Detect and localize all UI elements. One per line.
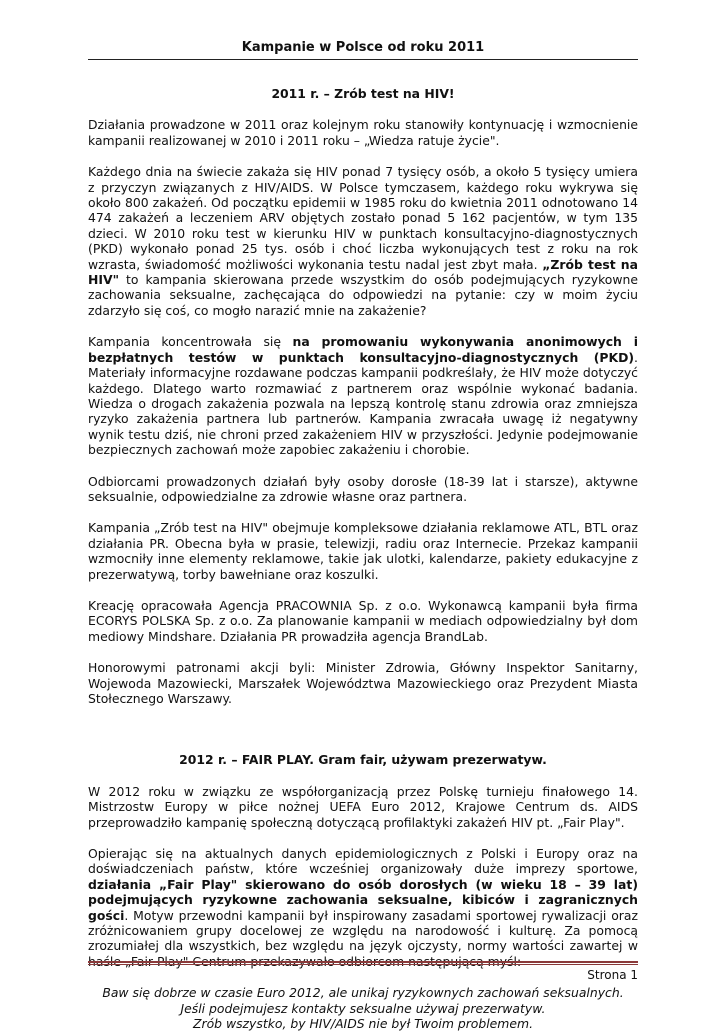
page-number: Strona 1 [587, 968, 638, 982]
quote-line: Jeśli podejmujesz kontakty seksualne używaj prezerwatyw. [180, 1000, 546, 1016]
document-body [88, 86, 638, 1032]
quote-line: Baw się dobrze w czasie Euro 2012, ale unikaj ryzykownych zachowań seksualnych. [102, 985, 624, 1001]
paragraph: Działania prowadzone w 2011 oraz kolejnym roku stanowiły kontynuację i wzmocnienie kampanii realizowanej w 2010 i 2011 roku – „Wiedza ratuje życie". [88, 117, 638, 148]
bold-text-run: działania „Fair Play" skierowano do osób dorosłych (w wieku 18 – 39 lat) podejmujących ryzykowne zachowania seksualne, kibiców i zagranicznych gości [88, 876, 638, 923]
bold-text-run: „Zrób test na HIV" [88, 256, 638, 288]
paragraph [88, 846, 638, 969]
text-run: Kampania koncentrowała się [88, 334, 293, 350]
text-run: . Motyw przewodni kampanii był inspirowany zasadami sportowej rywalizacji oraz zróżnicowaniem grupy docelowej ze względu na narodowość i kulturę. Za pomocą zrozumiałej dla wszystkich, bez względu na język ojczysty, normy wartości zawartej w [88, 907, 638, 954]
text-run: Opierając się na aktualnych danych epidemiologicznych z Polski i Europy oraz na doświadczeniach państw, które wcześniej organizowały duże imprezy sportowe, [88, 846, 638, 877]
text-run: . Materiały informacyjne rozdawane podczas kampanii podkreślały, że HIV może dotyczyć każdego. Dlatego warto rozmawiać z partnerem oraz wspólnie wykonać badania. Wiedza o drogach zakażenia pozwala na lepszą kontrolę stanu zdrowia oraz zmniejsza ryzyko zakażenia partnera lub partnerów. Kampania zwracała uwagę iż negatywny wynik testu dziś, nie chroni przed zakażeniem HIV w przyszłości. Jedynie podejmowanie bezpiecznych zachowań może zapobiec zakażeniu i chorobie. [88, 349, 638, 458]
paragraph: Honorowymi patronami akcji byli: Minister Zdrowia, Główny Inspektor Sanitarny, Wojewoda Mazowiecki, Marszałek Województwa Mazowieckiego oraz Prezydent Miasta Stołecznego Warszawy. [88, 660, 638, 706]
section-title-2012: 2012 r. – FAIR PLAY. Gram fair, używam prezerwatyw. [179, 752, 547, 768]
paragraph [88, 164, 638, 318]
section-title-2011: 2011 r. – Zrób test na HIV! [271, 86, 455, 101]
paragraph: W 2012 roku w związku ze współorganizacją przez Polskę turnieju finałowego 14. Mistrzostw Europy w piłce nożnej UEFA Euro 2012, Krajowe Centrum ds. AIDS przeprowadziło kampanię społeczną dotyczącą profilaktyki zakażeń HIV pt. „Fair Play". [88, 783, 638, 830]
footer-divider [88, 961, 638, 963]
paragraph [88, 334, 638, 457]
text-run: Każdego dnia na świecie zakaża się HIV ponad 7 tysięcy osób, a około 5 tysięcy umiera z przyczyn związanych z HIV/AIDS. W Polsce tymczasem, każdego roku wykrywa się około 800 zakażeń. Od początku epidemii w 1985 roku do kwietnia 2011 odnotowano 14 474 zakażeń a leczeniem ARV objętych zostało ponad 5 162 pacjentów, w tym 135 dzieci. W 2010 roku test w kierunku HIV w punktach konsultacyjno-diagnostycznych (PKD) wykonało ponad 25 tys. osób i choć liczba wykonujących test z roku na rok wzrasta, świadomość możliwości wykonania testu nadal jest zbyt mała. [88, 164, 638, 272]
paragraph: Odbiorcami prowadzonych działań były osoby dorosłe (18-39 lat i starsze), aktywne seksualnie, odpowiedzialne za zdrowie własne oraz partnera. [88, 473, 638, 504]
paragraph: Kreację opracowała Agencja PRACOWNIA Sp. z o.o. Wykonawcą kampanii była firma ECORYS POLSKA Sp. z o.o. Za planowanie kampanii w mediach odpowiedzialny był dom mediowy Mindshare. Działania PR prowadziła agencja BrandLab. [88, 597, 638, 644]
section-spacer [88, 722, 638, 752]
running-header: Kampanie w Polsce od roku 2011 [88, 40, 638, 60]
text-run: to kampania skierowana przede wszystkim do osób podejmujących ryzykowne zachowania seksualne, zachęcająca do odpowiedzi na pytanie: czy w moim życiu zdarzyło się coś, co mogło narazić mnie na zakażenie? [88, 272, 638, 318]
footer-divider-thin [88, 964, 638, 965]
paragraph: Kampania „Zrób test na HIV" obejmuje kompleksowe działania reklamowe ATL, BTL oraz działania PR. Obecna była w prasie, telewizji, radiu oraz Internecie. Przekaz kampanii wzmocniły inne elementy reklamowe, takie jak ulotki, kalendarze, pakiety edukacyjne z prezerwatywą, torby bawełniane oraz koszulki. [88, 520, 638, 582]
quote-line: Zrób wszystko, by HIV/AIDS nie był Twoim problemem. [192, 1016, 534, 1032]
bold-text-run: na promowaniu wykonywania anonimowych i bezpłatnych testów w punktach konsultacyjno-diagnostycznych (PKD) [88, 334, 638, 365]
